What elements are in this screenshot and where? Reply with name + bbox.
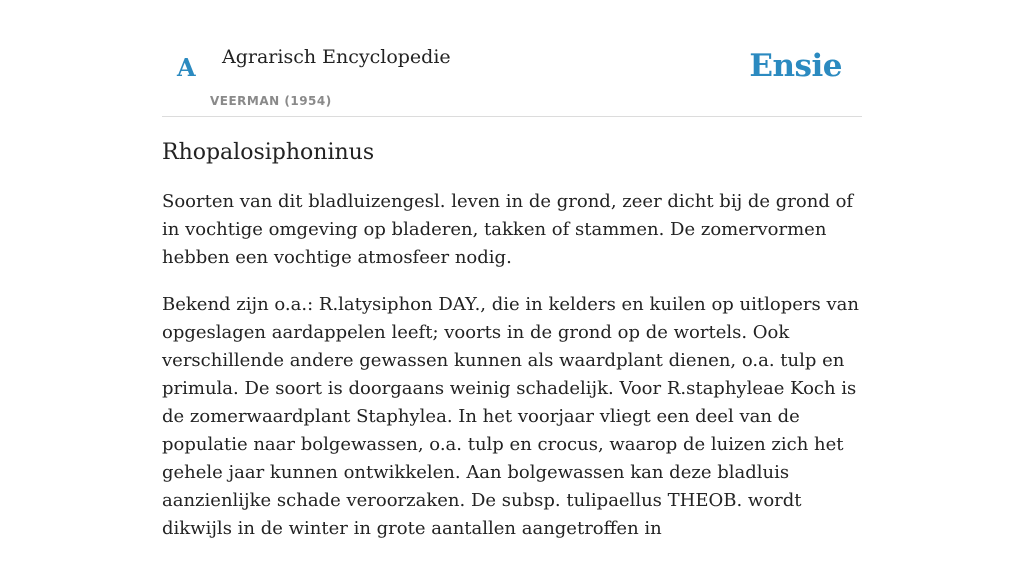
article-paragraph: Soorten van dit bladluizengesl. leven in de grond, zeer dicht bij de grond of in vochtige omgeving op bladeren, takken of stammen. De zomervormen hebben een vochtige atmosfeer nodig. — [162, 190, 854, 268]
source-title-link[interactable]: Agrarisch Encyclopedie — [222, 46, 451, 68]
ensie-brand-logo[interactable]: Ensie — [749, 48, 842, 84]
article-title: Rhopalosiphoninus — [162, 140, 375, 165]
article-paragraph: Bekend zijn o.a.: R.latysiphon DAY., die in kelders en kuilen op uitlopers van opgeslagen aardappelen leeft; voorts in de grond op de wortels. Ook verschillende andere gewassen kunnen als waardplant dienen, o.a. tulp en primula. De soort is doorgaans weinig schadelijk. Voor R.staphyleae Koch is de zomerwaardplant Staphylea. In het voorjaar vliegt een deel van de populatie naar bolgewassen, o.a. tulp en crocus, waarop de luizen zich het gehele jaar kunnen ontwikkelen. Aan bolgewassen kan deze bladluis aanzienlijke schade veroorzaken. De subsp. tulipaellus THEOB. wordt dikwijls in de winter in grote aantallen aangetroffen in — [162, 293, 859, 539]
article-content — [162, 138, 862, 562]
source-logo-icon[interactable]: A — [177, 53, 196, 82]
source-meta: VEERMAN (1954) — [210, 94, 332, 108]
header — [162, 0, 862, 117]
